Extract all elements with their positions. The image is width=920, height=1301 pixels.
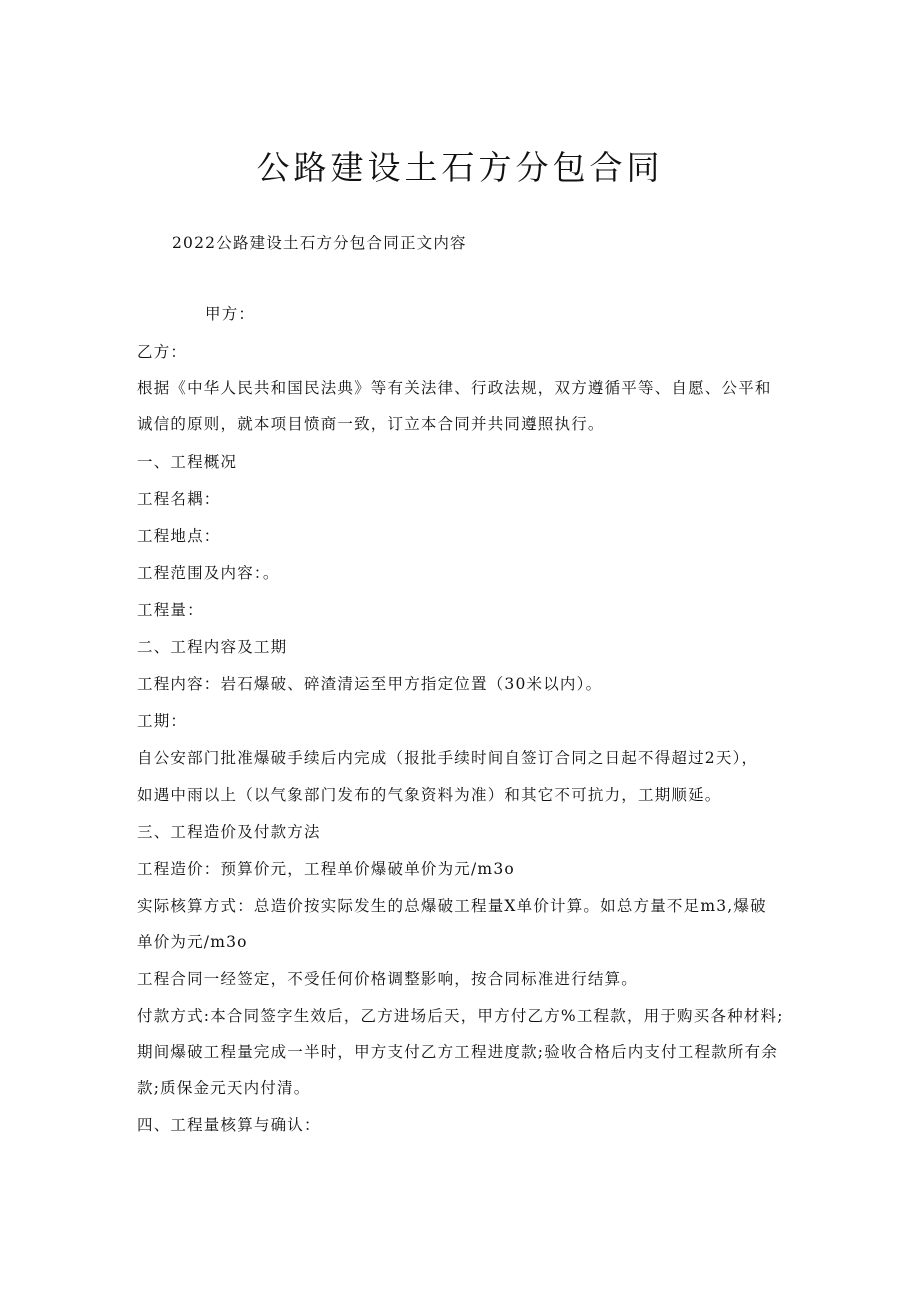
payment-line-1: 付款方式:本合同签字生效后，乙方进场后天，甲方付乙方%工程款，用于购买各种材料; — [137, 1007, 784, 1025]
duration-line: 工期： — [137, 712, 188, 730]
project-name-line: 工程名耦： — [137, 490, 221, 508]
cost-line: 工程造价：预算价元，工程单价爆破单价为元/m3o — [137, 860, 515, 878]
accounting-line-2: 单价为元/m3o — [137, 933, 248, 951]
accounting-line-1: 实际核算方式：总造价按实际发生的总爆破工程量X单价计算。如总方量不足m3,爆破 — [137, 897, 767, 915]
party-b-line: 乙方： — [137, 343, 188, 361]
section-heading-2: 二、工程内容及工期 — [137, 638, 288, 656]
project-scope-line: 工程范围及内容：。 — [137, 564, 280, 582]
work-content-line: 工程内容：岩石爆破、碎渣清运至甲方指定位置（30米以内）。 — [137, 675, 603, 693]
preamble-line-1: 根据《中华人民共和国民法典》等有关法律、行政法规，双方遵循平等、自愿、公平和 — [137, 379, 772, 397]
payment-line-2: 期间爆破工程量完成一半时，甲方支付乙方工程进度款;验收合格后内支付工程款所有余 — [137, 1043, 779, 1061]
contract-fixed-line: 工程合同一经签定，不受任何价格调整影响，按合同标准进行结算。 — [137, 970, 639, 988]
section-heading-4: 四、工程量核算与确认： — [137, 1116, 321, 1134]
document-title: 公路建设土石方分包合同 — [256, 148, 664, 187]
section-heading-1: 一、工程概况 — [137, 453, 238, 471]
party-a-line: 甲方： — [205, 305, 256, 323]
project-location-line: 工程地点： — [137, 527, 221, 545]
document-subtitle: 2022公路建设土石方分包合同正文内容 — [172, 234, 467, 252]
project-quantity-line: 工程量： — [137, 601, 204, 619]
duration-detail-line-2: 如遇中雨以上（以气象部门发布的气象资料为准）和其它不可抗力，工期顺延。 — [137, 786, 722, 804]
preamble-line-2: 诚信的原则，就本项目愤商一致，订立本合同并共同遵照执行。 — [137, 415, 605, 433]
duration-detail-line-1: 自公安部门批准爆破手续后内完成（报批手续时间自签订合同之日起不得超过2天）， — [137, 749, 759, 767]
payment-line-3: 款;质保金元天内付清。 — [137, 1079, 311, 1097]
section-heading-3: 三、工程造价及付款方法 — [137, 823, 321, 841]
